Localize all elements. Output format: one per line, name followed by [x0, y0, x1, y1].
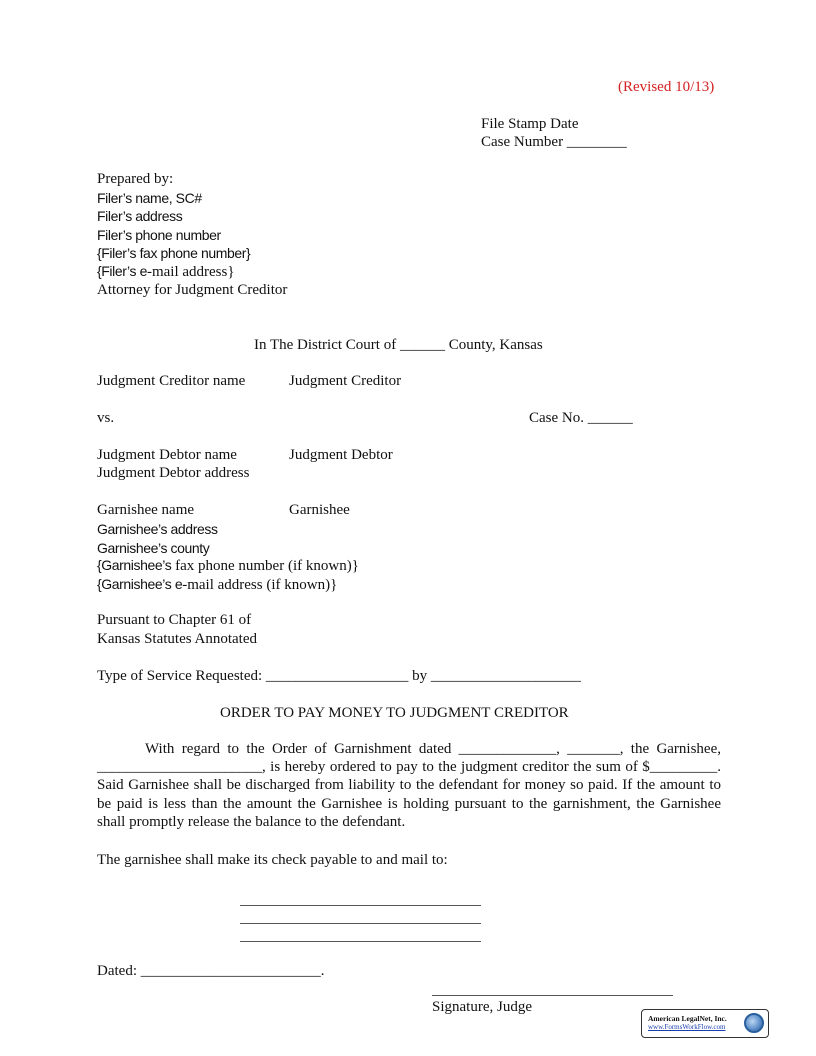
filer-fax: {Filer’s fax phone number} [97, 245, 251, 261]
garnishee-name: Garnishee name [97, 502, 195, 518]
garnishee-role: Garnishee [289, 502, 350, 518]
case-number: Case No. ______ [529, 410, 633, 426]
debtor-role: Judgment Debtor [289, 447, 393, 463]
attorney-label: Attorney for Judgment Creditor [97, 282, 288, 298]
prepared-by-label: Prepared by: [97, 171, 174, 187]
garnishee-fax-suffix: fax phone number (if known)} [171, 558, 359, 574]
garnishee-email [97, 575, 337, 594]
garnishee-email-prefix: {Garnishee’s e [97, 576, 183, 592]
debtor-address: Judgment Debtor address [97, 465, 250, 481]
garnishee-county: Garnishee’s county [97, 540, 210, 556]
file-stamp-date: File Stamp Date [481, 116, 579, 132]
judge-signature-line [432, 995, 673, 996]
court-title: In The District Court of ______ County, Kansas [254, 337, 543, 353]
dated-line: Dated: ________________________. [97, 963, 325, 979]
garnishee-address: Garnishee’s address [97, 521, 218, 537]
creditor-role: Judgment Creditor [289, 373, 402, 389]
filer-phone: Filer’s phone number [97, 227, 221, 243]
creditor-name: Judgment Creditor name [97, 373, 246, 389]
filer-email [97, 262, 235, 281]
revised-date: (Revised 10/13) [618, 79, 715, 95]
logo-website-link[interactable]: www.FormsWorkFlow.com [648, 1023, 726, 1031]
logo-company-name: American LegalNet, Inc. [648, 1014, 727, 1023]
filer-email-prefix: {Filer’s e [97, 263, 147, 279]
statute-line-1: Pursuant to Chapter 61 of [97, 612, 252, 628]
filer-email-suffix: -mail address} [146, 264, 235, 280]
globe-icon [744, 1013, 764, 1033]
case-number-header: Case Number ________ [481, 134, 627, 150]
order-title: ORDER TO PAY MONEY TO JUDGMENT CREDITOR [220, 705, 569, 721]
garnishee-fax [97, 556, 359, 575]
payable-instruction: The garnishee shall make its check payable to and mail to: [97, 852, 448, 868]
debtor-name: Judgment Debtor name [97, 447, 237, 463]
filer-address: Filer’s address [97, 208, 183, 224]
garnishee-email-suffix: -mail address (if known)} [182, 577, 338, 593]
statute-line-2: Kansas Statutes Annotated [97, 631, 257, 647]
garnishee-fax-prefix: {Garnishee’s [97, 557, 172, 573]
order-paragraph: With regard to the Order of Garnishment dated _____________, _______, the Garnishee, ______________________, is hereby ordered to pay to the judgment creditor the sum of $_________. Said Garnishee shall be discharged from liability to the defendant for money so paid. If the amount to be paid is less than the amount the Garnishee is holding pursuant to the garnishment, the Garnishee shall promptly release the balance to the defendant. [97, 741, 721, 830]
mail-address-line-2 [240, 923, 481, 924]
filer-name: Filer’s name, SC# [97, 190, 202, 206]
legalnet-logo[interactable] [641, 1009, 769, 1038]
versus-label: vs. [97, 410, 115, 426]
mail-address-line-3 [240, 941, 481, 942]
service-requested: Type of Service Requested: ___________________ by ____________________ [97, 668, 581, 684]
signature-judge-label: Signature, Judge [432, 999, 532, 1015]
mail-address-line-1 [240, 905, 481, 906]
